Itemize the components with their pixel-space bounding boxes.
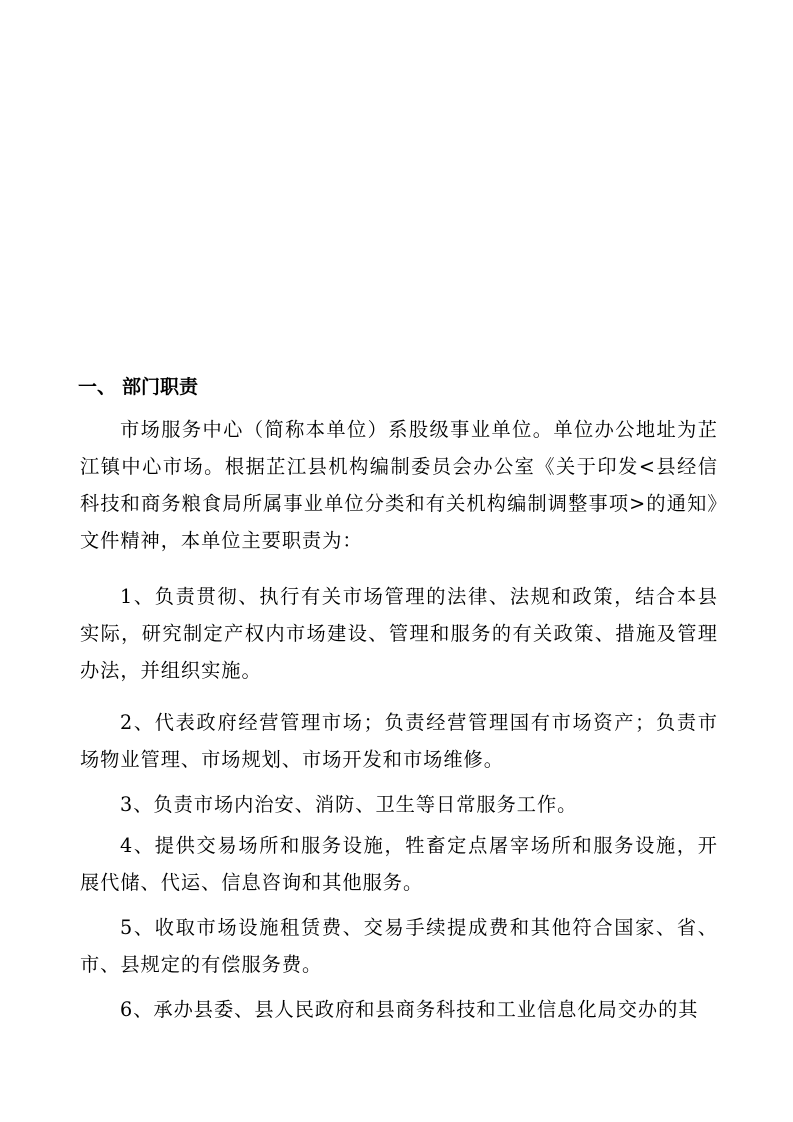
duty-item-1: 1、负责贯彻、执行有关市场管理的法律、法规和政策，结合本县实际，研究制定产权内市场建设、管理和服务的有关政策、措施及管理办法，并组织实施。 xyxy=(80,585,718,682)
duty-item-6: 6、承办县委、县人民政府和县商务科技和工业信息化局交办的其 xyxy=(120,998,699,1021)
section-heading xyxy=(78,372,718,402)
duty-item-4: 4、提供交易场所和服务设施，牲畜定点屠宰场所和服务设施，开展代储、代运、信息咨询和其他服务。 xyxy=(80,834,718,894)
intro-paragraph: 市场服务中心（简称本单位）系股级事业单位。单位办公地址为芷江镇中心市场。根据芷江县机构编制委员会办公室《关于印发<县经信科技和商务粮食局所属事业单位分类和有关机构编制调整事项>的通知》文件精神，本单位主要职责为： xyxy=(80,418,718,552)
section-number: 一、 xyxy=(78,376,117,398)
section-title: 部门职责 xyxy=(122,376,199,398)
duty-item-2: 2、代表政府经营管理市场；负责经营管理国有市场资产；负责市场物业管理、市场规划、市场开发和市场维修。 xyxy=(80,711,718,771)
duty-item-3: 3、负责市场内治安、消防、卫生等日常服务工作。 xyxy=(120,793,578,816)
duty-item-5: 5、收取市场设施租赁费、交易手续提成费和其他符合国家、省、市、县规定的有偿服务费。 xyxy=(80,916,718,976)
